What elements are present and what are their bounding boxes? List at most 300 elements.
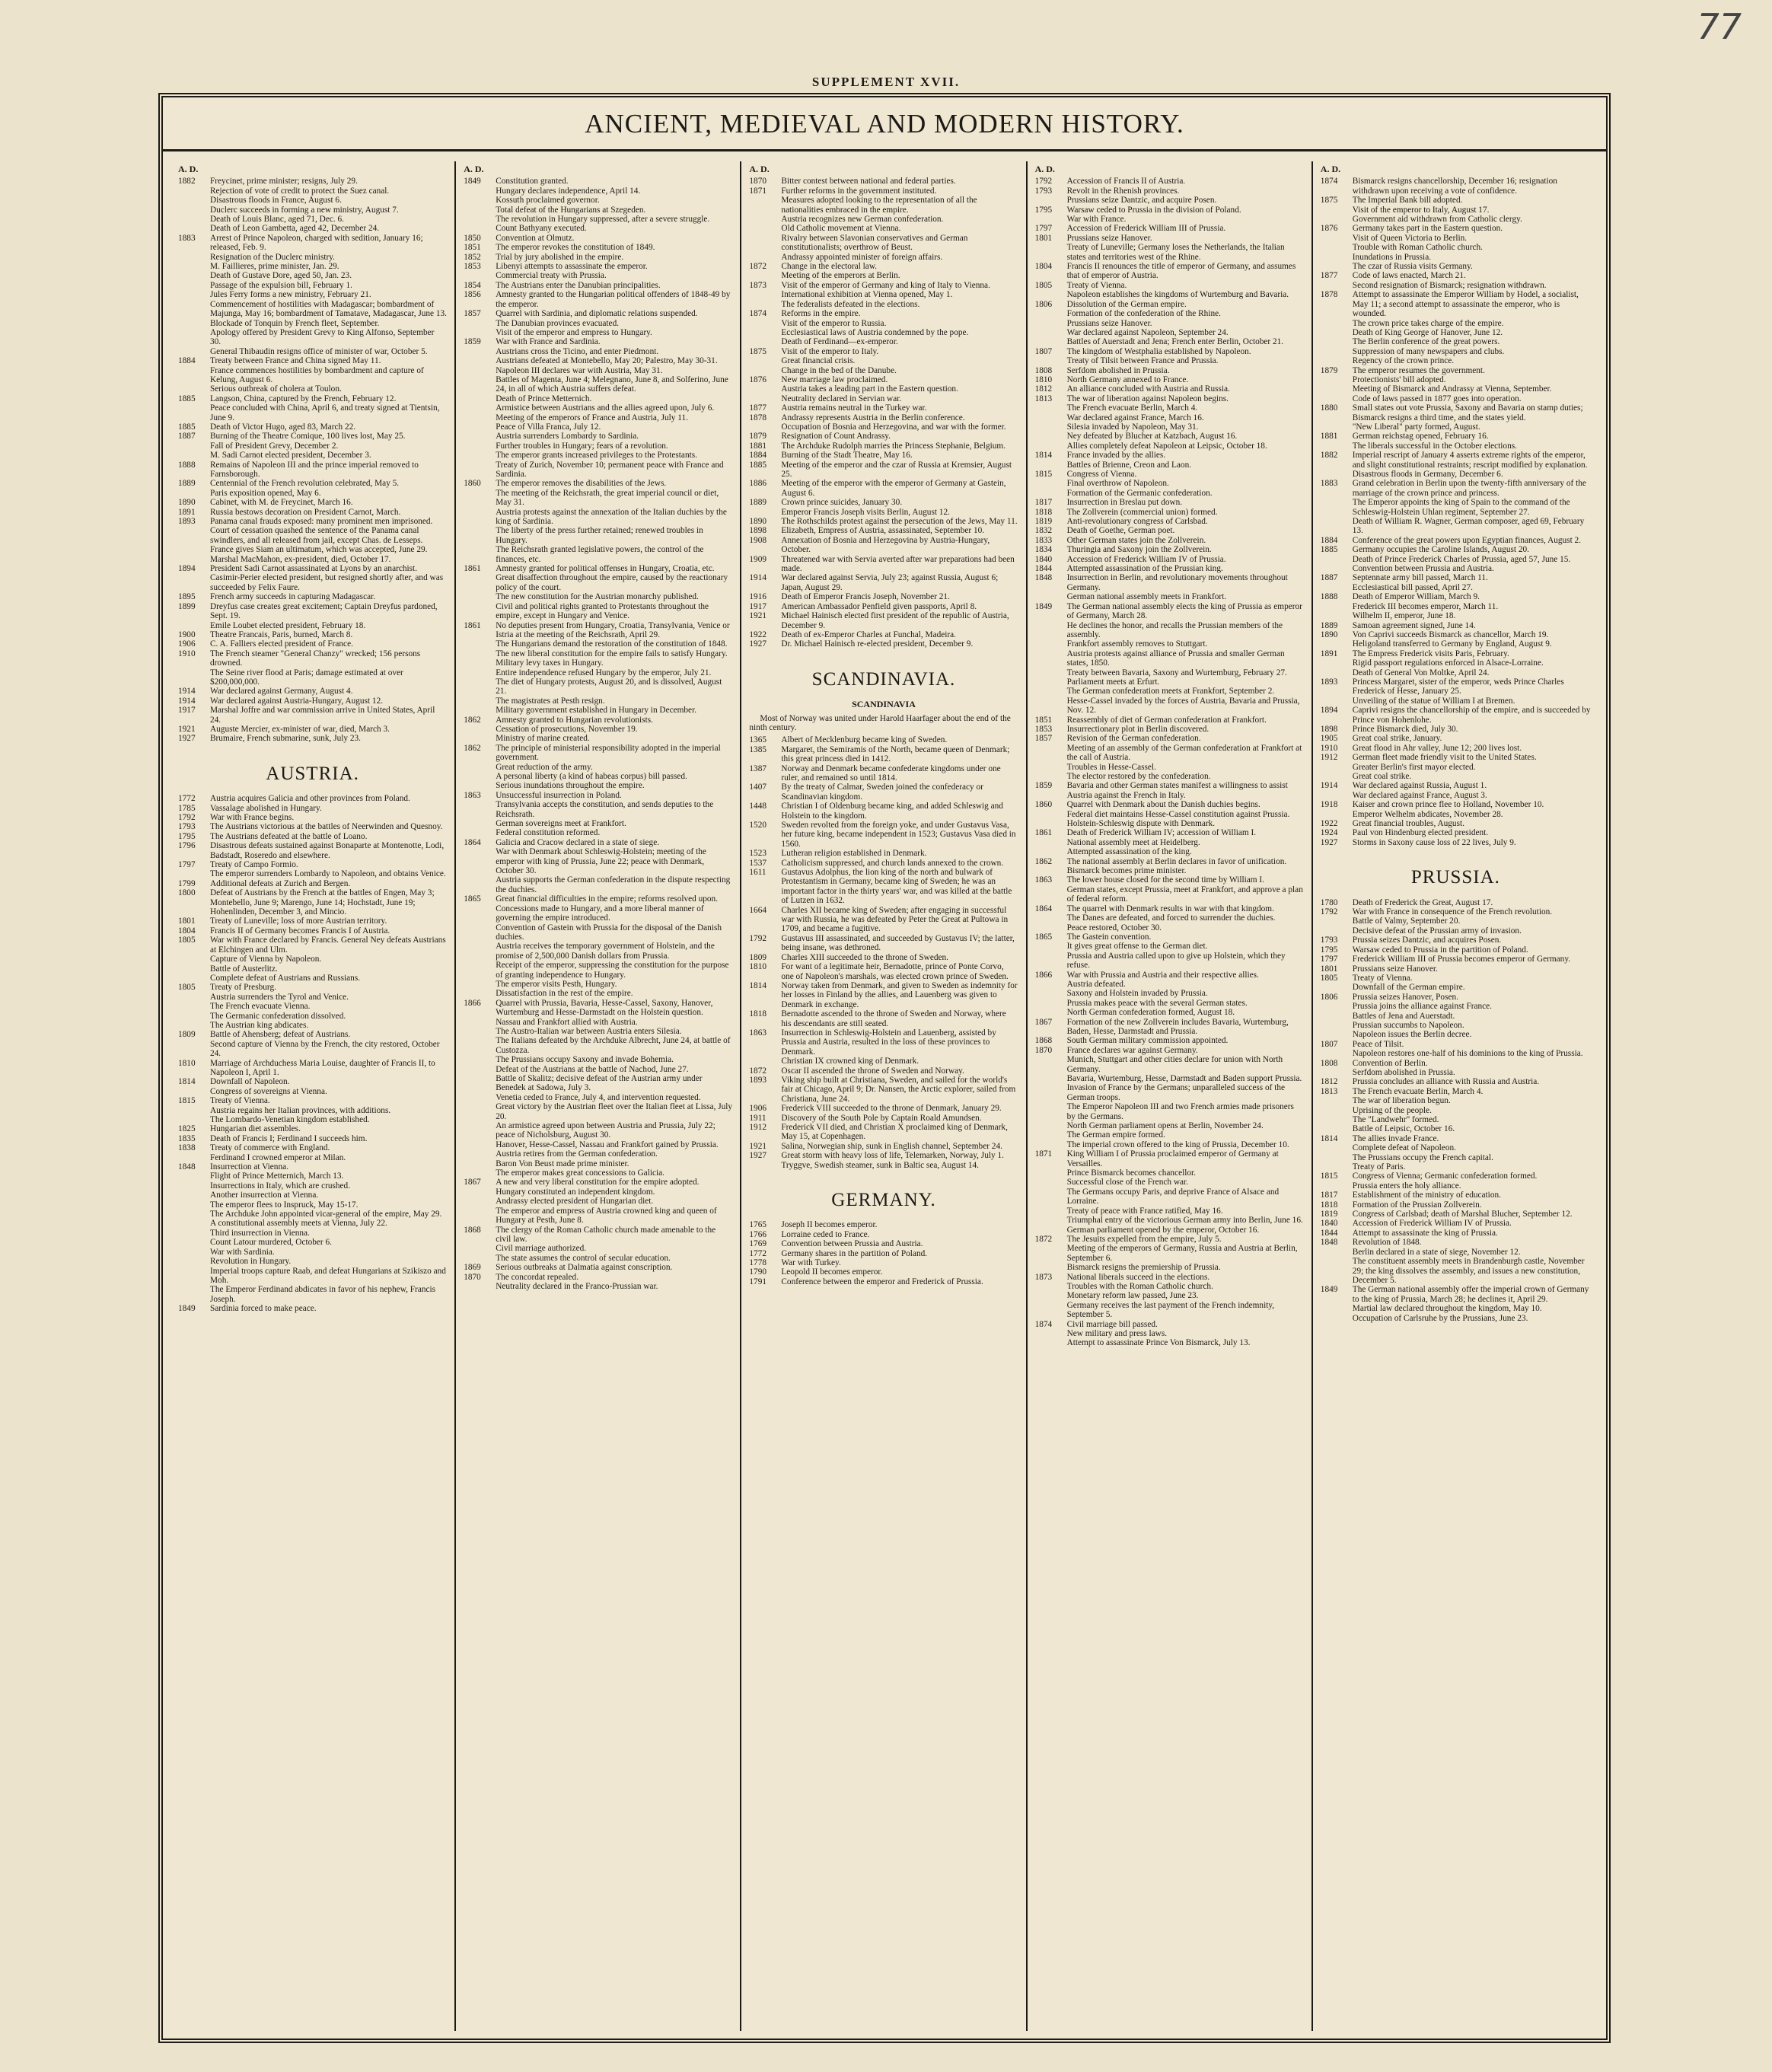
history-entry (464, 706, 732, 715)
entry-year: 1833 (1034, 535, 1053, 545)
history-entry (464, 1065, 732, 1074)
entry-text: Andrassy elected president of Hungarian diet. (496, 1197, 654, 1207)
entry-year: 1885 (178, 422, 196, 432)
entry-text: President Sadi Carnot assassinated at Lyons by an anarchist. (210, 564, 418, 574)
history-entry (1035, 763, 1304, 772)
history-entry (749, 906, 1018, 934)
entry-text: The czar of Russia visits Germany. (1352, 262, 1473, 272)
history-entry (1321, 224, 1591, 233)
history-entry (178, 1304, 447, 1313)
entry-year (464, 413, 496, 422)
entry-year (178, 366, 210, 385)
entry-text: Civil marriage authorized. (496, 1244, 587, 1254)
entry-year: 1860 (1034, 800, 1053, 810)
history-entry (1321, 1314, 1591, 1323)
entry-year: 1448 (749, 802, 766, 811)
entry-year (1035, 1282, 1067, 1291)
history-entry (1035, 649, 1304, 668)
history-entry (1321, 753, 1591, 762)
entry-year: 1871 (1034, 1149, 1053, 1159)
entry-year: 1912 (1320, 753, 1338, 763)
history-entry (1035, 1244, 1304, 1263)
entry-year: 1797 (178, 860, 196, 870)
entry-text: Kaiser and crown prince flee to Holland, November 10. (1352, 800, 1544, 810)
entry-year (464, 1282, 496, 1291)
entry-year (178, 1229, 210, 1238)
history-entry (1321, 262, 1591, 271)
entry-year: 1859 (464, 337, 481, 347)
entry-text: Frederick III becomes emperor, March 11. (1352, 601, 1499, 611)
entry-year: 1814 (178, 1077, 196, 1087)
entry-year: 1921 (178, 724, 196, 734)
entry-text: Battle of Austerlitz. (210, 964, 278, 974)
entry-year (464, 1065, 496, 1074)
entry-text: Disastrous floods in Germany, December 6. (1352, 470, 1503, 479)
history-entry (1035, 394, 1304, 403)
entry-year: 1808 (1320, 1058, 1338, 1068)
entry-year: 1801 (1320, 964, 1338, 974)
entry-year: 1848 (1320, 1238, 1338, 1248)
entry-text: Death of Gustave Dore, aged 50, Jan. 23. (210, 271, 352, 281)
history-entry (1035, 932, 1304, 942)
history-entry (749, 375, 1018, 384)
history-entry (749, 262, 1018, 271)
entry-year: 1888 (1320, 592, 1338, 602)
entry-text: German states, except Prussia, meet at Frankfort, and approve a plan of federal reform. (1066, 885, 1303, 904)
entry-text: Thuringia and Saxony join the Zollverein. (1066, 545, 1212, 555)
entry-text: Downfall of the German empire. (1352, 983, 1465, 993)
entry-year (178, 1285, 210, 1304)
entry-year (1035, 413, 1067, 422)
history-entry (464, 668, 732, 677)
entry-year: 1882 (1320, 451, 1338, 461)
history-entry (749, 536, 1018, 555)
entry-year (1035, 592, 1067, 601)
entry-text: Insurrections in Italy, which are crushed. (210, 1181, 351, 1191)
entry-year (178, 573, 210, 592)
history-entry (178, 916, 447, 926)
history-entry (178, 517, 447, 526)
history-entry (749, 290, 1018, 299)
history-entry (749, 526, 1018, 535)
history-entry (749, 366, 1018, 375)
supplement-header: SUPPLEMENT XVII. (811, 75, 961, 89)
history-entry (464, 271, 732, 280)
entry-year (749, 508, 781, 517)
entry-year (464, 1036, 496, 1055)
entry-year (464, 1207, 496, 1226)
history-entry (178, 860, 447, 869)
entry-text: The federalists defeated in the elections. (781, 299, 920, 309)
history-entry (178, 725, 447, 734)
history-entry (178, 319, 447, 328)
entry-text: Bismarck resigns the premiership of Prussia. (1066, 1263, 1221, 1273)
column-4 (1028, 161, 1313, 2031)
entry-text: Revolution in Hungary. (210, 1257, 292, 1267)
entry-text: Freycinet, prime minister; resigns, July 29. (210, 177, 358, 186)
history-entry (1321, 649, 1591, 658)
history-entry (749, 1258, 1018, 1267)
history-entry (1321, 1030, 1591, 1039)
entry-year (1035, 432, 1067, 441)
history-entry (464, 894, 732, 904)
entry-year: 1862 (1034, 856, 1053, 866)
entry-year (1035, 687, 1067, 696)
entry-year: 1857 (464, 309, 481, 319)
entry-text: War declared against Austria-Hungary, August 12. (210, 696, 384, 706)
entry-year: 1910 (178, 649, 196, 658)
entry-text: The Prussians occupy Saxony and invade Bohemia. (496, 1055, 674, 1065)
column-2 (456, 161, 741, 2031)
entry-year: 1825 (178, 1124, 196, 1134)
entry-text: The German national assembly elects the king of Prussia as emperor of Germany, March 28. (1066, 601, 1302, 621)
entry-text: German sovereigns meet at Frankfort. (496, 819, 626, 829)
history-entry (1035, 989, 1304, 998)
entry-text: Emperor Francis Joseph visits Berlin, August 12. (781, 507, 950, 517)
entry-text: Formation of the Prussian Zollverein. (1352, 1200, 1482, 1210)
entry-year (464, 658, 496, 668)
entry-year (464, 461, 496, 480)
entry-text: Death of William R. Wagner, German composer, aged 69, February 13. (1352, 517, 1585, 536)
history-entry (1035, 828, 1304, 837)
history-entry (1321, 1134, 1591, 1143)
entry-year: 1804 (1034, 262, 1053, 272)
history-entry (749, 234, 1018, 253)
history-entry (178, 281, 447, 290)
entry-year (464, 828, 496, 837)
entry-text: Bismarck becomes prime minister. (1066, 866, 1187, 876)
history-entry (749, 1220, 1018, 1229)
history-entry (1321, 1248, 1591, 1257)
entry-year: 1872 (1034, 1234, 1053, 1244)
entry-text: Casimir-Perier elected president, but resigned shortly after, and was succeeded by Felix Faure. (210, 573, 444, 592)
entry-year: 1792 (178, 813, 196, 822)
history-entry (749, 1161, 1018, 1170)
history-entry (1035, 1018, 1304, 1037)
history-entry (178, 508, 447, 517)
entry-text: Theatre Francais, Paris, burned, March 8. (210, 630, 353, 639)
entry-text: Trouble with Roman Catholic church. (1352, 243, 1484, 253)
entry-year (1321, 281, 1353, 290)
entry-text: Christian IX crowned king of Denmark. (781, 1057, 919, 1066)
entry-text: The allies invade France. (1352, 1133, 1439, 1143)
entry-text: Charles XII became king of Sweden; after engaging in successful war with Russia, he was defeated by Peter the Great at Pultowa in 1709, and became a fugitive. (781, 905, 1009, 934)
entry-text: War with France declared by Francis. General Ney defeats Austrians at Elchingen and Ulm. (210, 936, 446, 955)
history-entry (1321, 916, 1591, 926)
entry-text: Imperial rescript of January 4 asserts extreme rights of the emperor, and slight constitutional restraints; rescript modified by explanation. (1352, 451, 1588, 470)
entry-year: 1884 (749, 451, 766, 461)
entry-text: Death of General Von Moltke, April 24. (1352, 668, 1490, 677)
entry-text: Establishment of the ministry of education. (1352, 1191, 1501, 1200)
entry-text: Final overthrow of Napoleon. (1066, 479, 1169, 489)
history-entry (178, 366, 447, 385)
entry-text: Further troubles in Hungary; fears of a revolution. (496, 441, 668, 451)
entry-year: 1906 (749, 1104, 766, 1114)
history-entry (1035, 838, 1304, 847)
entry-text: American Ambassador Penfield given passports, April 8. (781, 601, 977, 611)
history-entry (178, 983, 447, 992)
entry-text: Remains of Napoleon III and the prince imperial removed to Farnsborough. (210, 460, 419, 479)
entry-text: Complete defeat of Napoleon. (1352, 1143, 1456, 1153)
history-entry (178, 1153, 447, 1162)
history-entry (178, 649, 447, 668)
entry-year: 1795 (178, 831, 196, 841)
history-entry (1321, 964, 1591, 974)
entry-text: Parliament meets at Erfurt. (1066, 677, 1160, 687)
history-entry (178, 1219, 447, 1228)
entry-text: Formation of the Germanic confederation. (1066, 488, 1213, 498)
entry-text: Battle of Ahensberg; defeat of Austrians. (210, 1030, 351, 1040)
entry-year: 1790 (749, 1267, 766, 1277)
history-entry (464, 819, 732, 828)
entry-year (464, 1197, 496, 1206)
scandinavia-intro: Most of Norway was united under Harold Haarfager about the end of the ninth century. (749, 713, 1011, 732)
entry-year: 1849 (1320, 1285, 1338, 1295)
history-entry (1035, 573, 1304, 592)
entry-year: 1868 (464, 1225, 481, 1235)
entry-text: Prussia seizes Hanover, Posen. (1352, 992, 1458, 1002)
entry-year (1035, 1338, 1067, 1347)
history-entry (178, 974, 447, 983)
entry-text: Accession of Frederick William IV of Prussia. (1352, 1219, 1512, 1229)
entry-year (464, 215, 496, 224)
scandinavia-entries (749, 735, 1018, 1170)
history-entry (1035, 290, 1304, 299)
entry-text: Norway taken from Denmark, and given to Sweden as indemnity for her losses in Finland by the allies, and Lauenberg was given to Denmark in exchange. (781, 980, 1018, 1009)
entry-text: Treaty of Vienna. (210, 1096, 270, 1106)
entry-text: Attempt to assassinate Prince Von Bismarck, July 13. (1066, 1338, 1251, 1348)
history-entry (178, 1191, 447, 1200)
history-entry (464, 725, 732, 734)
entry-text: Neutrality declared in the Franco-Prussian war. (496, 1281, 658, 1291)
history-entry (1321, 1059, 1591, 1068)
history-entry (1035, 1046, 1304, 1055)
entry-year: 1875 (1320, 196, 1338, 206)
entry-text: Andrassy represents Austria in the Berlin conference. (781, 413, 965, 422)
entry-text: France gives Siam an ultimatum, which was accepted, June 29. (210, 545, 428, 555)
entry-year (178, 1153, 210, 1162)
entry-text: Amnesty granted to Hungarian revolutionists. (496, 715, 653, 725)
entry-year (1035, 1226, 1067, 1235)
entry-year (178, 206, 210, 215)
entry-year: 1796 (178, 841, 196, 851)
history-entry (1321, 1077, 1591, 1086)
entry-text: Transylvania accepts the constitution, and sends deputies to the Reichsrath. (496, 800, 714, 819)
entry-year (749, 1057, 781, 1066)
entry-text: Great disaffection throughout the empire, caused by the reactionary policy of the court. (496, 573, 728, 592)
entry-year (1321, 243, 1353, 252)
history-entry (464, 1055, 732, 1064)
entry-year (1035, 1263, 1067, 1272)
history-entry (1321, 1229, 1591, 1238)
entry-year (1035, 952, 1067, 971)
entry-text: King William I of Prussia proclaimed emperor of Germany at Versailles. (1066, 1149, 1279, 1168)
entry-text: M. Faillieres, prime minister, Jan. 29. (210, 262, 339, 272)
history-entry (464, 206, 732, 215)
entry-text: Treaty of Campo Formio. (210, 860, 298, 870)
history-entry (1035, 602, 1304, 621)
entry-year: 1812 (1034, 384, 1053, 394)
history-entry (1321, 936, 1591, 945)
entry-text: Invasion of France by the Germans; unparalleled success of the German troops. (1066, 1083, 1285, 1102)
entry-year (464, 875, 496, 894)
history-entry (464, 942, 732, 961)
history-entry (749, 356, 1018, 365)
entry-year: 1918 (1320, 800, 1338, 810)
history-entry (1321, 356, 1591, 365)
entry-text: Other German states join the Zollverein. (1066, 535, 1206, 545)
history-entry (1035, 810, 1304, 819)
entry-year: 1815 (1320, 1171, 1338, 1181)
entry-year (464, 1093, 496, 1102)
history-entry (178, 822, 447, 831)
history-entry (178, 794, 447, 803)
entry-year (1035, 1329, 1067, 1338)
history-entry (178, 734, 447, 743)
entry-text: Salina, Norwegian ship, sunk in English channel, September 24. (781, 1141, 1002, 1151)
entry-text: Centennial of the French revolution celebrated, May 5. (210, 479, 400, 489)
entry-year (178, 403, 210, 422)
entry-year (1321, 1314, 1353, 1323)
entry-year: 1810 (749, 962, 766, 972)
entry-text: Death of Prince Metternich. (496, 394, 592, 403)
entry-year: 1863 (1034, 875, 1053, 885)
entry-year: 1881 (749, 441, 766, 451)
entry-text: Prussian succumbs to Napoleon. (1352, 1020, 1464, 1030)
entry-text: Michael Hainisch elected first president of the republic of Austria, December 9. (781, 611, 1009, 630)
history-entry (1035, 1291, 1304, 1300)
history-entry (178, 869, 447, 878)
history-entry (1321, 697, 1591, 706)
entry-year: 1912 (749, 1123, 766, 1132)
entry-year: 1785 (178, 803, 196, 813)
history-entry (749, 177, 1018, 186)
entry-text: Civil and political rights granted to Protestants throughout the empire, except in Hungary and Venice. (496, 601, 709, 621)
entry-text: Federal diet maintains Hesse-Cassel constitution against Prussia. (1066, 809, 1290, 819)
entry-text: Bernadotte ascended to the throne of Sweden and Norway, where his descendants are still seated. (781, 1009, 1006, 1028)
history-entry (1035, 885, 1304, 904)
entry-year (178, 1248, 210, 1257)
entry-year: 1805 (1320, 973, 1338, 983)
entry-year (464, 271, 496, 280)
history-entry (1035, 441, 1304, 451)
history-entry (464, 1036, 732, 1055)
entry-year (464, 1074, 496, 1093)
entry-text: Frankfort assembly removes to Stuttgart. (1066, 639, 1208, 649)
history-entry (1035, 347, 1304, 356)
entry-year (1035, 328, 1067, 337)
entry-text: Code of laws passed in 1877 goes into operation. (1352, 394, 1522, 403)
history-entry (1321, 1304, 1591, 1313)
entry-text: North Germany annexed to France. (1066, 375, 1189, 384)
entry-year: 1611 (749, 868, 766, 878)
entry-text: Brumaire, French submarine, sunk, July 23. (210, 734, 361, 744)
entry-year (1035, 999, 1067, 1008)
entry-year: 1885 (178, 394, 196, 403)
entry-text: Measures adopted looking to the representation of all the nationalities embraced in the empire. (781, 196, 977, 215)
entry-year: 1890 (1320, 630, 1338, 639)
history-entry (1321, 800, 1591, 809)
entry-text: Austria remains neutral in the Turkey war. (781, 403, 927, 413)
entry-year (1035, 1187, 1067, 1207)
entry-text: National liberals succeed in the elections. (1066, 1272, 1210, 1282)
entry-text: Norway and Denmark became confederate kingdoms under one ruler, and remained so until 1814. (781, 763, 1001, 783)
entry-text: Second capture of Vienna by the French, the city restored, October 24. (210, 1039, 440, 1059)
history-entry (749, 1151, 1018, 1160)
history-entry (749, 849, 1018, 858)
history-entry (1035, 206, 1304, 215)
entry-year: 1861 (464, 620, 481, 630)
entry-year: 1862 (464, 743, 481, 753)
entry-year (1321, 1021, 1353, 1030)
entry-year (1321, 517, 1353, 536)
entry-year (464, 1149, 496, 1159)
entry-year: 1927 (749, 1151, 766, 1161)
entry-text: Princess Margaret, sister of the emperor, weds Prince Charles Frederick of Hesse, January 25. (1352, 677, 1564, 697)
entry-text: A personal liberty (a kind of habeas corpus) bill passed. (496, 772, 687, 781)
entry-text: War with France begins. (210, 813, 295, 822)
entry-year: 1894 (1320, 706, 1338, 716)
ad-header: A. D. (178, 164, 199, 174)
entry-year (1321, 583, 1353, 592)
entry-text: Another insurrection at Vienna. (210, 1191, 319, 1200)
history-entry (1321, 206, 1591, 215)
history-entry (178, 1021, 447, 1030)
entry-year: 1885 (1320, 545, 1338, 555)
history-entry (178, 479, 447, 488)
entry-year: 1854 (464, 280, 481, 290)
page-title: ANCIENT, MEDIEVAL AND MODERN HISTORY. (163, 97, 1606, 151)
entry-year (1321, 1030, 1353, 1039)
history-entry (1321, 1219, 1591, 1228)
entry-year (1035, 942, 1067, 951)
entry-year (464, 923, 496, 942)
entry-text: Treaty of Luneville; loss of more Austrian territory. (210, 916, 387, 926)
entry-text: Septennate army bill passed, March 11. (1352, 573, 1488, 583)
entry-text: Charles XIII succeeded to the throne of Sweden. (781, 952, 948, 962)
history-entry (1035, 1329, 1304, 1338)
entry-year: 1873 (749, 280, 766, 290)
history-entry (1321, 1021, 1591, 1030)
entry-year (1321, 337, 1353, 346)
entry-year: 1801 (178, 916, 196, 926)
history-entry (1035, 526, 1304, 535)
history-entry (749, 413, 1018, 422)
history-entry (1321, 432, 1591, 441)
entry-text: The Austrians enter the Danubian principalities. (496, 280, 661, 290)
history-entry (178, 1181, 447, 1191)
entry-text: Duclerc succeeds in forming a new ministry, August 7. (210, 205, 399, 215)
history-entry (178, 936, 447, 955)
entry-text: Serfdom abolished in Prussia. (1352, 1067, 1455, 1077)
entry-text: Treaty between France and China signed May 11. (210, 356, 381, 366)
entry-year (178, 281, 210, 290)
entry-text: War declared against Germany, August 4. (210, 687, 353, 697)
history-entry (464, 479, 732, 488)
entry-text: Prince Bismarck becomes chancellor. (1066, 1168, 1196, 1178)
entry-year: 1807 (1320, 1039, 1338, 1049)
history-entry (1321, 271, 1591, 280)
entry-text: New military and press laws. (1066, 1328, 1168, 1338)
entry-text: By the treaty of Calmar, Sweden joined the confederacy or Scandinavian kingdom. (781, 783, 983, 802)
entry-year: 1792 (1034, 177, 1053, 186)
history-entry (464, 262, 732, 271)
entry-year (464, 403, 496, 413)
prussia-entries (1321, 898, 1591, 1323)
entry-year (1035, 196, 1067, 205)
entry-year: 1880 (1320, 403, 1338, 413)
history-entry (464, 1027, 732, 1036)
